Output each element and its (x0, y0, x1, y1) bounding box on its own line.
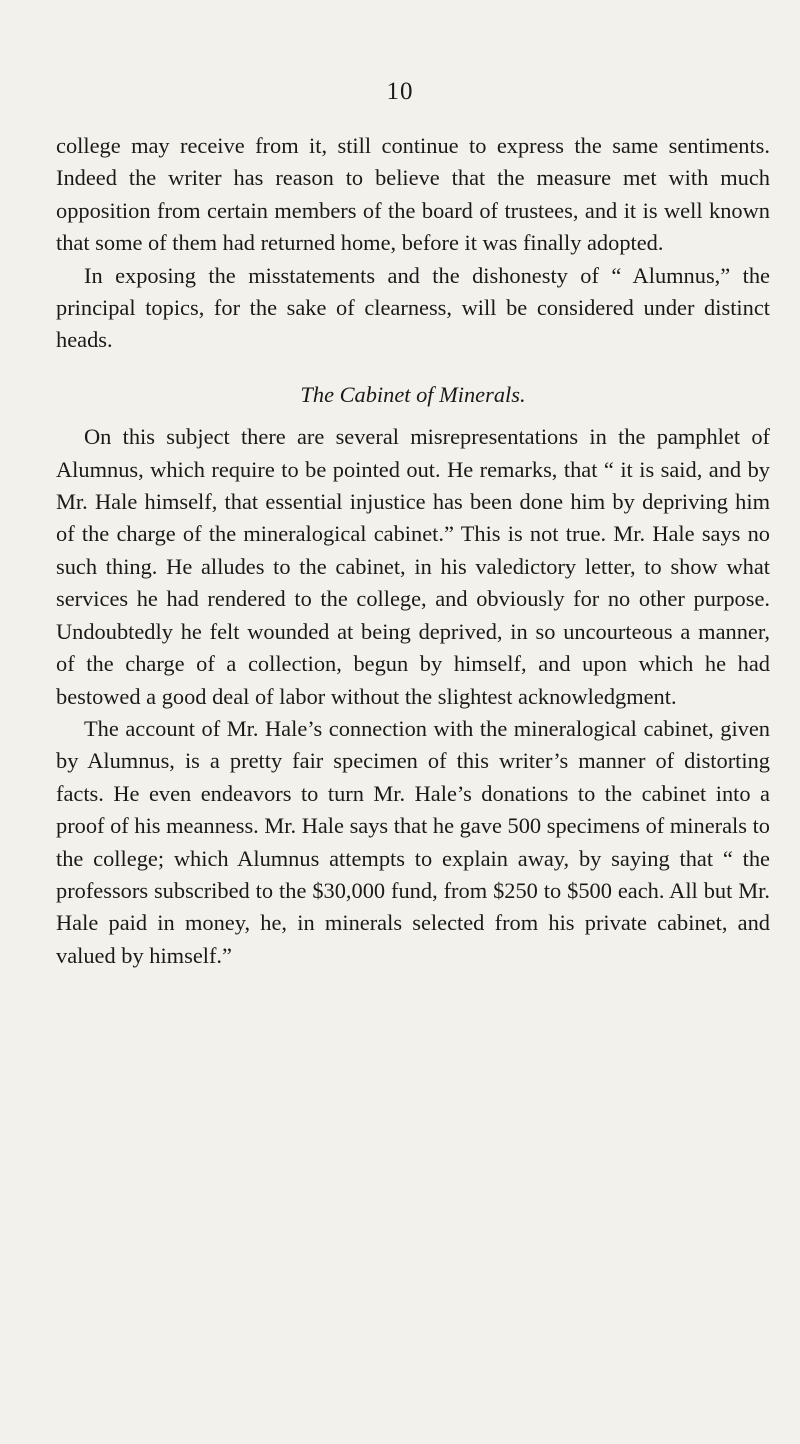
paragraph-continuation: college may receive from it, still continue to express the same sentiments. Indeed the writer has reason to believe that the measure met with much opposition from certain members of the board of trustees, and it is well known that some of them had returned home, before it was finally adopted. (56, 133, 770, 256)
paragraph-cabinet-subject: On this subject there are several misrepresentations in the pamphlet of Alumnus, which require to be pointed out. He remarks, that “ it is said, and by Mr. Hale himself, that essential injustice has been done him by depriving him of the charge of the mineralogical cabinet.” This is not true. Mr. Hale says no such thing. He alludes to the cabinet, in his valedictory letter, to show what services he had rendered to the college, and obviously for no other purpose. Undoubtedly he felt wounded at being deprived, in so uncourteous a manner, of the charge of a collection, begun by himself, and upon which he had bestowed a good deal of labor without the slightest acknowledgment. (56, 424, 770, 709)
paragraph-exposing: In exposing the misstatements and the dishonesty of “ Alumnus,” the principal topics, for the sake of clearness, will be considered under distinct heads. (56, 262, 770, 353)
page-number: 10 (386, 78, 414, 105)
body-text (56, 130, 770, 972)
paragraph-cabinet-account: The account of Mr. Hale’s connection with the mineralogical cabinet, given by Alumnus, is a pretty fair specimen of this writer’s manner of distorting facts. He even endeavors to turn Mr. Hale’s donations to the cabinet into a proof of his meanness. Mr. Hale says that he gave 500 specimens of minerals to the college; which Alumnus attempts to explain away, by saying that “ the professors subscribed to the $30,000 fund, from $250 to $500 each. All but Mr. Hale paid in money, he, in minerals selected from his private cabinet, and valued by himself.” (56, 715, 770, 968)
section-heading: The Cabinet of Minerals. (300, 381, 526, 407)
